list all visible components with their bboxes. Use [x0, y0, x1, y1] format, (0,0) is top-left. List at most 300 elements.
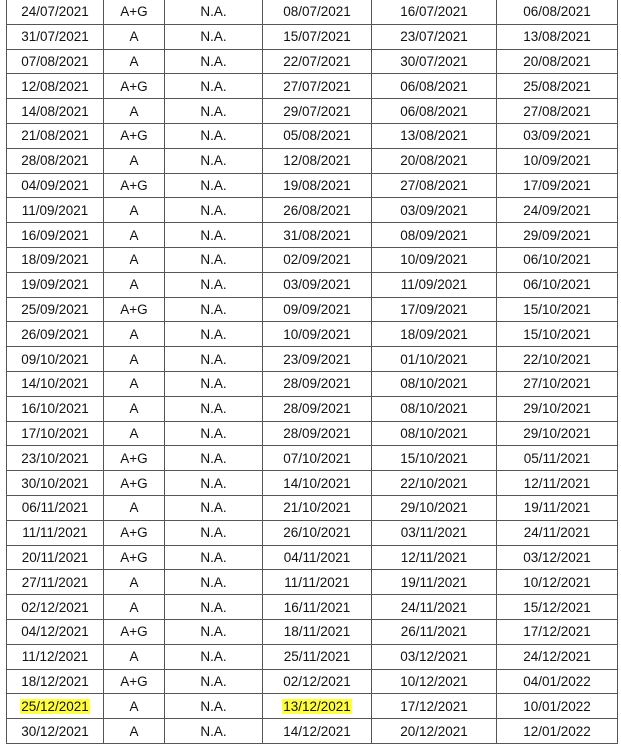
table-cell [263, 297, 372, 322]
table-row [7, 173, 618, 198]
table-cell [165, 347, 263, 372]
table-cell [104, 247, 165, 272]
cell-text: N.A. [200, 326, 227, 342]
cell-text: 07/08/2021 [21, 53, 89, 69]
cell-text: 29/07/2021 [283, 103, 351, 119]
table-cell [263, 421, 372, 446]
table-cell [7, 644, 104, 669]
table-cell [497, 247, 618, 272]
cell-text: A+G [120, 475, 148, 491]
cell-text: A [129, 698, 139, 714]
cell-text: 15/10/2021 [523, 301, 591, 317]
table-cell [263, 694, 372, 719]
table-cell [497, 669, 618, 694]
table-row [7, 669, 618, 694]
table-cell [7, 347, 104, 372]
table-cell [165, 99, 263, 124]
cell-text: 19/11/2021 [400, 574, 468, 590]
cell-text: 16/07/2021 [400, 4, 468, 20]
table-cell [372, 619, 497, 644]
table-cell [372, 148, 497, 173]
table-cell [263, 173, 372, 198]
cell-text: 27/08/2021 [523, 103, 591, 119]
cell-text: 21/08/2021 [21, 128, 89, 144]
cell-text: 08/10/2021 [400, 376, 468, 392]
cell-text: A+G [120, 177, 148, 193]
table-cell [372, 545, 497, 570]
cell-text: 12/08/2021 [21, 78, 89, 94]
table-cell [372, 247, 497, 272]
table-cell [263, 471, 372, 496]
cell-text: 01/10/2021 [400, 351, 468, 367]
cell-text: A [129, 401, 139, 417]
table-cell [263, 570, 372, 595]
table-cell [497, 74, 618, 99]
cell-text: 08/10/2021 [400, 401, 468, 417]
table-cell [7, 446, 104, 471]
table-row [7, 495, 618, 520]
table-cell [372, 223, 497, 248]
cell-text: 17/09/2021 [400, 301, 468, 317]
cell-text: 22/10/2021 [400, 475, 468, 491]
table-row [7, 223, 618, 248]
table-cell [104, 446, 165, 471]
cell-text: 03/09/2021 [523, 128, 591, 144]
cell-text: 25/09/2021 [21, 301, 89, 317]
cell-text: 24/09/2021 [523, 202, 591, 218]
table-cell [372, 570, 497, 595]
table-cell [165, 247, 263, 272]
table-cell [104, 595, 165, 620]
table-row [7, 322, 618, 347]
cell-text: 06/10/2021 [523, 277, 591, 293]
table-cell [104, 49, 165, 74]
highlighted-cell-text: 25/12/2021 [21, 698, 89, 714]
cell-text: 19/09/2021 [21, 277, 89, 293]
cell-text: 09/09/2021 [283, 301, 351, 317]
table-cell [372, 495, 497, 520]
cell-text: A [129, 202, 139, 218]
table-cell [372, 49, 497, 74]
table-cell [263, 644, 372, 669]
cell-text: A [129, 376, 139, 392]
cell-text: A+G [120, 673, 148, 689]
table-cell [372, 421, 497, 446]
table-row [7, 347, 618, 372]
cell-text: 23/09/2021 [283, 351, 351, 367]
cell-text: 14/10/2021 [21, 376, 89, 392]
table-cell [7, 99, 104, 124]
table-cell [7, 198, 104, 223]
table-row [7, 371, 618, 396]
cell-text: 04/11/2021 [283, 549, 351, 565]
cell-text: 16/10/2021 [21, 401, 89, 417]
cell-text: N.A. [200, 698, 227, 714]
table-cell [165, 446, 263, 471]
schedule-table [6, 0, 618, 744]
cell-text: 08/10/2021 [400, 425, 468, 441]
cell-text: A [129, 29, 139, 45]
table-cell [165, 545, 263, 570]
cell-text: 25/11/2021 [283, 649, 351, 665]
cell-text: 26/09/2021 [21, 326, 89, 342]
table-cell [263, 148, 372, 173]
highlighted-cell-text: 13/12/2021 [283, 698, 351, 714]
cell-text: 10/12/2021 [400, 673, 468, 689]
cell-text: 31/08/2021 [283, 227, 351, 243]
cell-text: 12/08/2021 [283, 153, 351, 169]
cell-text: 04/01/2022 [523, 673, 591, 689]
table-cell [372, 74, 497, 99]
cell-text: N.A. [200, 153, 227, 169]
cell-text: 27/10/2021 [523, 376, 591, 392]
cell-text: N.A. [200, 673, 227, 689]
table-cell [497, 644, 618, 669]
cell-text: A+G [120, 78, 148, 94]
cell-text: N.A. [200, 401, 227, 417]
table-row [7, 421, 618, 446]
cell-text: A [129, 53, 139, 69]
table-cell [104, 24, 165, 49]
table-cell [263, 495, 372, 520]
table-cell [497, 272, 618, 297]
cell-text: 27/08/2021 [400, 177, 468, 193]
table-cell [165, 173, 263, 198]
cell-text: 15/12/2021 [523, 599, 591, 615]
cell-text: N.A. [200, 475, 227, 491]
table-cell [104, 471, 165, 496]
table-cell [372, 595, 497, 620]
cell-text: 11/12/2021 [21, 649, 89, 665]
table-cell [497, 0, 618, 24]
cell-text: 06/11/2021 [21, 500, 89, 516]
cell-text: 18/09/2021 [21, 252, 89, 268]
table-cell [263, 0, 372, 24]
table-cell [104, 99, 165, 124]
cell-text: 10/12/2021 [523, 574, 591, 590]
cell-text: 31/07/2021 [21, 29, 89, 45]
table-row [7, 99, 618, 124]
cell-text: 18/12/2021 [21, 673, 89, 689]
cell-text: 17/12/2021 [523, 624, 591, 640]
cell-text: 14/10/2021 [283, 475, 351, 491]
cell-text: 20/12/2021 [400, 723, 468, 739]
cell-text: 27/07/2021 [283, 78, 351, 94]
table-row [7, 123, 618, 148]
table-row [7, 694, 618, 719]
table-cell [263, 446, 372, 471]
cell-text: 03/12/2021 [400, 649, 468, 665]
cell-text: A [129, 326, 139, 342]
cell-text: 03/09/2021 [283, 277, 351, 293]
table-cell [7, 74, 104, 99]
table-cell [7, 545, 104, 570]
cell-text: N.A. [200, 500, 227, 516]
table-row [7, 471, 618, 496]
table-cell [497, 24, 618, 49]
table-cell [372, 123, 497, 148]
table-cell [104, 173, 165, 198]
table-cell [165, 471, 263, 496]
table-row [7, 545, 618, 570]
cell-text: A [129, 227, 139, 243]
cell-text: N.A. [200, 450, 227, 466]
cell-text: 08/09/2021 [400, 227, 468, 243]
cell-text: 26/11/2021 [400, 624, 468, 640]
table-cell [7, 371, 104, 396]
table-cell [165, 123, 263, 148]
schedule-table-body [7, 0, 618, 743]
cell-text: A [129, 649, 139, 665]
cell-text: 21/10/2021 [283, 500, 351, 516]
cell-text: 18/09/2021 [400, 326, 468, 342]
table-cell [104, 570, 165, 595]
cell-text: 24/07/2021 [21, 4, 89, 20]
table-cell [165, 24, 263, 49]
cell-text: 28/09/2021 [283, 401, 351, 417]
table-cell [7, 669, 104, 694]
cell-text: 28/08/2021 [21, 153, 89, 169]
table-cell [165, 322, 263, 347]
cell-text: 13/08/2021 [400, 128, 468, 144]
cell-text: 23/07/2021 [400, 29, 468, 45]
cell-text: 27/11/2021 [21, 574, 89, 590]
cell-text: A [129, 103, 139, 119]
table-cell [497, 570, 618, 595]
table-cell [7, 148, 104, 173]
table-cell [7, 297, 104, 322]
table-row [7, 619, 618, 644]
cell-text: A+G [120, 549, 148, 565]
table-row [7, 595, 618, 620]
cell-text: 16/11/2021 [283, 599, 351, 615]
cell-text: A [129, 425, 139, 441]
cell-text: 29/10/2021 [523, 401, 591, 417]
cell-text: A+G [120, 450, 148, 466]
table-cell [372, 669, 497, 694]
cell-text: 29/09/2021 [523, 227, 591, 243]
cell-text: 15/10/2021 [400, 450, 468, 466]
table-cell [104, 297, 165, 322]
table-cell [165, 495, 263, 520]
table-cell [263, 49, 372, 74]
cell-text: N.A. [200, 525, 227, 541]
table-cell [104, 198, 165, 223]
table-cell [7, 421, 104, 446]
cell-text: 25/08/2021 [523, 78, 591, 94]
table-cell [263, 198, 372, 223]
cell-text: 03/12/2021 [523, 549, 591, 565]
table-cell [165, 49, 263, 74]
table-row [7, 247, 618, 272]
table-cell [372, 347, 497, 372]
table-cell [165, 0, 263, 24]
cell-text: 28/09/2021 [283, 425, 351, 441]
table-cell [263, 74, 372, 99]
table-cell [497, 471, 618, 496]
cell-text: 10/09/2021 [283, 326, 351, 342]
cell-text: 24/11/2021 [400, 599, 468, 615]
table-cell [497, 421, 618, 446]
cell-text: 23/10/2021 [21, 450, 89, 466]
cell-text: A [129, 252, 139, 268]
table-cell [497, 396, 618, 421]
table-cell [372, 719, 497, 744]
table-cell [165, 644, 263, 669]
cell-text: 15/10/2021 [523, 326, 591, 342]
cell-text: N.A. [200, 277, 227, 293]
table-cell [165, 421, 263, 446]
table-cell [165, 297, 263, 322]
table-cell [7, 619, 104, 644]
table-cell [497, 595, 618, 620]
table-cell [165, 520, 263, 545]
table-cell [372, 173, 497, 198]
cell-text: 26/10/2021 [283, 525, 351, 541]
table-cell [104, 421, 165, 446]
cell-text: 02/09/2021 [283, 252, 351, 268]
table-cell [7, 272, 104, 297]
table-cell [7, 247, 104, 272]
cell-text: 22/10/2021 [523, 351, 591, 367]
cell-text: 04/09/2021 [21, 177, 89, 193]
cell-text: 11/11/2021 [284, 574, 350, 590]
table-cell [7, 719, 104, 744]
table-cell [372, 644, 497, 669]
cell-text: 11/09/2021 [21, 202, 89, 218]
table-cell [104, 347, 165, 372]
table-cell [104, 669, 165, 694]
table-cell [263, 669, 372, 694]
table-cell [372, 694, 497, 719]
cell-text: 05/08/2021 [283, 128, 351, 144]
table-cell [263, 619, 372, 644]
cell-text: N.A. [200, 4, 227, 20]
cell-text: N.A. [200, 624, 227, 640]
cell-text: N.A. [200, 227, 227, 243]
cell-text: N.A. [200, 723, 227, 739]
table-cell [7, 570, 104, 595]
table-cell [7, 694, 104, 719]
table-cell [497, 619, 618, 644]
cell-text: 02/12/2021 [283, 673, 351, 689]
table-cell [372, 322, 497, 347]
cell-text: 12/11/2021 [523, 475, 591, 491]
cell-text: N.A. [200, 252, 227, 268]
table-cell [497, 123, 618, 148]
cell-text: 14/08/2021 [21, 103, 89, 119]
table-cell [263, 99, 372, 124]
table-cell [165, 619, 263, 644]
cell-text: 13/08/2021 [523, 29, 591, 45]
table-cell [497, 223, 618, 248]
table-row [7, 396, 618, 421]
table-cell [7, 24, 104, 49]
cell-text: 19/11/2021 [523, 500, 591, 516]
cell-text: N.A. [200, 53, 227, 69]
cell-text: 22/07/2021 [283, 53, 351, 69]
table-row [7, 520, 618, 545]
cell-text: 24/12/2021 [523, 649, 591, 665]
table-row [7, 0, 618, 24]
cell-text: 20/11/2021 [21, 549, 89, 565]
cell-text: 03/11/2021 [400, 525, 468, 541]
table-cell [165, 396, 263, 421]
table-cell [104, 371, 165, 396]
cell-text: 20/08/2021 [523, 53, 591, 69]
cell-text: 10/09/2021 [400, 252, 468, 268]
table-cell [104, 619, 165, 644]
table-cell [263, 247, 372, 272]
cell-text: 04/12/2021 [21, 624, 89, 640]
cell-text: 06/08/2021 [400, 78, 468, 94]
cell-text: 12/11/2021 [400, 549, 468, 565]
table-cell [165, 595, 263, 620]
table-cell [372, 396, 497, 421]
table-cell [104, 0, 165, 24]
cell-text: 14/12/2021 [283, 723, 351, 739]
table-cell [497, 719, 618, 744]
table-cell [7, 471, 104, 496]
cell-text: 03/09/2021 [400, 202, 468, 218]
table-cell [104, 644, 165, 669]
table-cell [7, 49, 104, 74]
table-cell [497, 545, 618, 570]
cell-text: 06/08/2021 [400, 103, 468, 119]
table-row [7, 446, 618, 471]
table-cell [165, 719, 263, 744]
table-cell [372, 371, 497, 396]
table-cell [497, 49, 618, 74]
cell-text: N.A. [200, 78, 227, 94]
table-cell [497, 371, 618, 396]
table-cell [263, 272, 372, 297]
cell-text: N.A. [200, 574, 227, 590]
table-cell [104, 148, 165, 173]
table-row [7, 272, 618, 297]
cell-text: N.A. [200, 128, 227, 144]
table-cell [263, 223, 372, 248]
table-cell [263, 322, 372, 347]
table-cell [165, 669, 263, 694]
cell-text: 11/11/2021 [22, 525, 88, 541]
cell-text: 09/10/2021 [21, 351, 89, 367]
cell-text: 10/09/2021 [523, 153, 591, 169]
cell-text: 24/11/2021 [523, 525, 591, 541]
cell-text: 30/07/2021 [400, 53, 468, 69]
table-cell [7, 595, 104, 620]
cell-text: 05/11/2021 [523, 450, 591, 466]
cell-text: 29/10/2021 [523, 425, 591, 441]
cell-text: N.A. [200, 202, 227, 218]
cell-text: 07/10/2021 [283, 450, 351, 466]
cell-text: A+G [120, 128, 148, 144]
table-cell [372, 198, 497, 223]
table-cell [263, 520, 372, 545]
cell-text: 06/08/2021 [523, 4, 591, 20]
table-row [7, 24, 618, 49]
cell-text: 20/08/2021 [400, 153, 468, 169]
table-cell [263, 396, 372, 421]
cell-text: 16/09/2021 [21, 227, 89, 243]
cell-text: A+G [120, 624, 148, 640]
table-cell [104, 520, 165, 545]
table-cell [7, 396, 104, 421]
cell-text: 19/08/2021 [283, 177, 351, 193]
cell-text: N.A. [200, 599, 227, 615]
table-cell [165, 74, 263, 99]
table-cell [497, 495, 618, 520]
